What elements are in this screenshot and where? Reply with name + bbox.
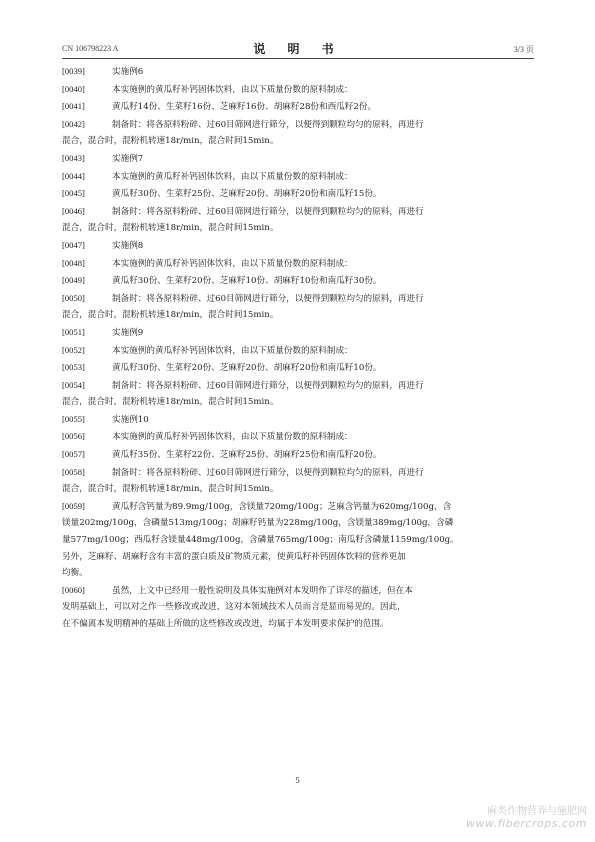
paragraph <box>62 411 534 429</box>
paragraph-number: [0041] <box>62 101 85 112</box>
paragraph-continuation <box>62 394 534 411</box>
paragraph <box>62 464 534 482</box>
watermark <box>466 806 587 830</box>
paragraph-continuation <box>62 220 534 237</box>
paragraph-text: 黄瓜籽35份、生菜籽22份、芝麻籽25份、胡麻籽25份和南瓜籽20份。 <box>112 450 382 461</box>
paragraph-text: 黄瓜籽30份、生菜籽25份、芝麻籽20份、胡麻籽20份和南瓜籽15份。 <box>112 189 382 200</box>
paragraph-continuation <box>62 515 534 532</box>
paragraph-text: 发明基础上，可以对之作一些修改或改进，这对本领域技术人员而言是显而易见的。因此， <box>62 602 406 613</box>
paragraph-number: [0044] <box>62 170 85 181</box>
paragraph-text: 黄瓜籽30份、生菜籽20份、芝麻籽20份、胡麻籽20份和南瓜籽10份。 <box>112 363 382 374</box>
paragraph-text: 混合，混合时，混粉机转速18r/min，混合时间15min。 <box>62 223 279 234</box>
paragraph-number: [0051] <box>62 326 85 337</box>
document-title: 说 明 书 <box>253 42 343 56</box>
paragraph <box>62 185 534 203</box>
paragraph-number: [0057] <box>62 449 85 460</box>
page-of-total: 3/3 页 <box>513 45 534 54</box>
paragraph-text: 本实施例的黄瓜籽补钙固体饮料，由以下质量份数的原料制成： <box>112 171 353 182</box>
paragraph-text: 制备时：将各原料粉碎、过60目筛网进行筛分，以便得到颗粒均匀的原料，再进行 <box>112 293 424 304</box>
paragraph-text: 虽然，上文中已经用一般性说明及具体实施例对本发明作了详尽的描述，但在本 <box>112 585 413 596</box>
paragraph-text: 本实施例的黄瓜籽补钙固体饮料，由以下质量份数的原料制成： <box>112 84 353 95</box>
paragraph <box>62 324 534 342</box>
paragraph <box>62 377 534 395</box>
paragraph-text: 黄瓜籽30份、生菜籽20份、芝麻籽10份、胡麻籽10份和南瓜籽30份。 <box>112 276 382 287</box>
paragraph-text: 混合，混合时，混粉机转速18r/min，混合时间15min。 <box>62 136 279 147</box>
paragraph-text: 量577mg/100g；西瓜籽含镁量448mg/100g，含磷量765mg/100g；南瓜籽含磷量1159mg/100g。 <box>62 535 459 546</box>
paragraph-number: [0052] <box>62 344 85 355</box>
paragraph-number: [0048] <box>62 257 85 268</box>
paragraph-continuation <box>62 481 534 498</box>
paragraph-number: [0045] <box>62 188 85 199</box>
example-heading: 实施例8 <box>112 240 144 251</box>
paragraph <box>62 168 534 186</box>
paragraph <box>62 255 534 273</box>
paragraph <box>62 116 534 134</box>
paragraph <box>62 582 534 600</box>
paragraph-text: 在不偏离本发明精神的基础上所做的这些修改或改进，均属于本发明要求保护的范围。 <box>62 619 389 629</box>
example-heading: 实施例7 <box>112 153 144 164</box>
paragraph <box>62 498 534 516</box>
paragraph-number: [0039] <box>62 66 85 76</box>
paragraph-text: 制备时：将各原料粉碎、过60目筛网进行筛分，以便得到颗粒均匀的原料，再进行 <box>112 467 424 478</box>
paragraph-number: [0059] <box>62 500 85 511</box>
paragraph <box>62 272 534 290</box>
paragraph-text: 制备时：将各原料粉碎、过60目筛网进行筛分，以便得到颗粒均匀的原料，再进行 <box>112 119 424 130</box>
paragraph-text: 黄瓜籽14份、生菜籽16份、芝麻籽16份、胡麻籽28份和西瓜籽2份。 <box>112 102 377 113</box>
paragraph <box>62 98 534 116</box>
paragraph <box>62 237 534 255</box>
paragraph-number: [0055] <box>62 413 85 424</box>
paragraph <box>62 342 534 360</box>
watermark-url: www.fibercrops.com <box>466 817 587 830</box>
paragraph-text: 制备时：将各原料粉碎、过60目筛网进行筛分，以便得到颗粒均匀的原料，再进行 <box>112 380 424 391</box>
paragraph-continuation <box>62 532 534 549</box>
paragraph-number: [0049] <box>62 275 85 286</box>
paragraph-number: [0054] <box>62 379 85 390</box>
paragraph-continuation <box>62 133 534 150</box>
paragraph-number: [0050] <box>62 292 85 303</box>
paragraph-text: 混合，混合时，混粉机转速18r/min，混合时间15min。 <box>62 310 279 321</box>
paragraph-number: [0053] <box>62 362 85 373</box>
page-header <box>62 40 534 56</box>
paragraph <box>62 150 534 168</box>
paragraph-continuation <box>62 549 534 566</box>
document-body <box>62 63 534 633</box>
paragraph-text: 另外，芝麻籽、胡麻籽含有丰富的蛋白质及矿物质元素，使黄瓜籽补钙固体饮料的营养更加 <box>62 551 406 562</box>
paragraph-number: [0058] <box>62 466 85 477</box>
page-number: 5 <box>295 775 300 785</box>
paragraph-text: 黄瓜籽含钙量为89.9mg/100g，含镁量720mg/100g；芝麻含钙量为620mg/100g，含 <box>112 501 452 512</box>
example-heading: 实施例9 <box>112 327 144 338</box>
paragraph-text: 本实施例的黄瓜籽补钙固体饮料，由以下质量份数的原料制成： <box>112 345 353 356</box>
paragraph <box>62 428 534 446</box>
paragraph-number: [0056] <box>62 431 85 442</box>
example-heading: 实施例10 <box>112 414 149 425</box>
paragraph-number: [0043] <box>62 152 85 163</box>
paragraph <box>62 63 534 81</box>
paragraph-continuation <box>62 565 534 582</box>
example-heading: 实施例6 <box>112 67 144 77</box>
paragraph <box>62 81 534 99</box>
paragraph-text: 本实施例的黄瓜籽补钙固体饮料，由以下质量份数的原料制成： <box>112 432 353 443</box>
paragraph-number: [0046] <box>62 205 85 216</box>
paragraph-continuation <box>62 599 534 616</box>
paragraph-text: 混合，混合时，混粉机转速18r/min，混合时间15min。 <box>62 484 279 495</box>
paragraph-text: 混合，混合时，混粉机转速18r/min，混合时间15min。 <box>62 397 279 408</box>
paragraph <box>62 359 534 377</box>
watermark-site-name: 麻类作物营养与施肥网 <box>487 806 587 817</box>
paragraph-continuation <box>62 307 534 324</box>
paragraph <box>62 203 534 221</box>
publication-number: CN 106798223 A <box>62 44 119 53</box>
paragraph-number: [0047] <box>62 239 85 250</box>
paragraph-number: [0060] <box>62 584 85 595</box>
paragraph-number: [0042] <box>62 118 85 129</box>
paragraph <box>62 290 534 308</box>
paragraph <box>62 446 534 464</box>
paragraph-number: [0040] <box>62 83 85 94</box>
paragraph-continuation <box>62 616 534 633</box>
paragraph-text: 本实施例的黄瓜籽补钙固体饮料，由以下质量份数的原料制成： <box>112 258 353 269</box>
header-rule <box>62 58 534 59</box>
paragraph-text: 制备时：将各原料粉碎、过60目筛网进行筛分，以便得到颗粒均匀的原料，再进行 <box>112 206 424 217</box>
paragraph-text: 均衡。 <box>62 568 88 579</box>
paragraph-text: 镁量202mg/100g，含磷量513mg/100g；胡麻籽钙量为228mg/100g，含镁量389mg/100g，含磷 <box>62 518 454 529</box>
